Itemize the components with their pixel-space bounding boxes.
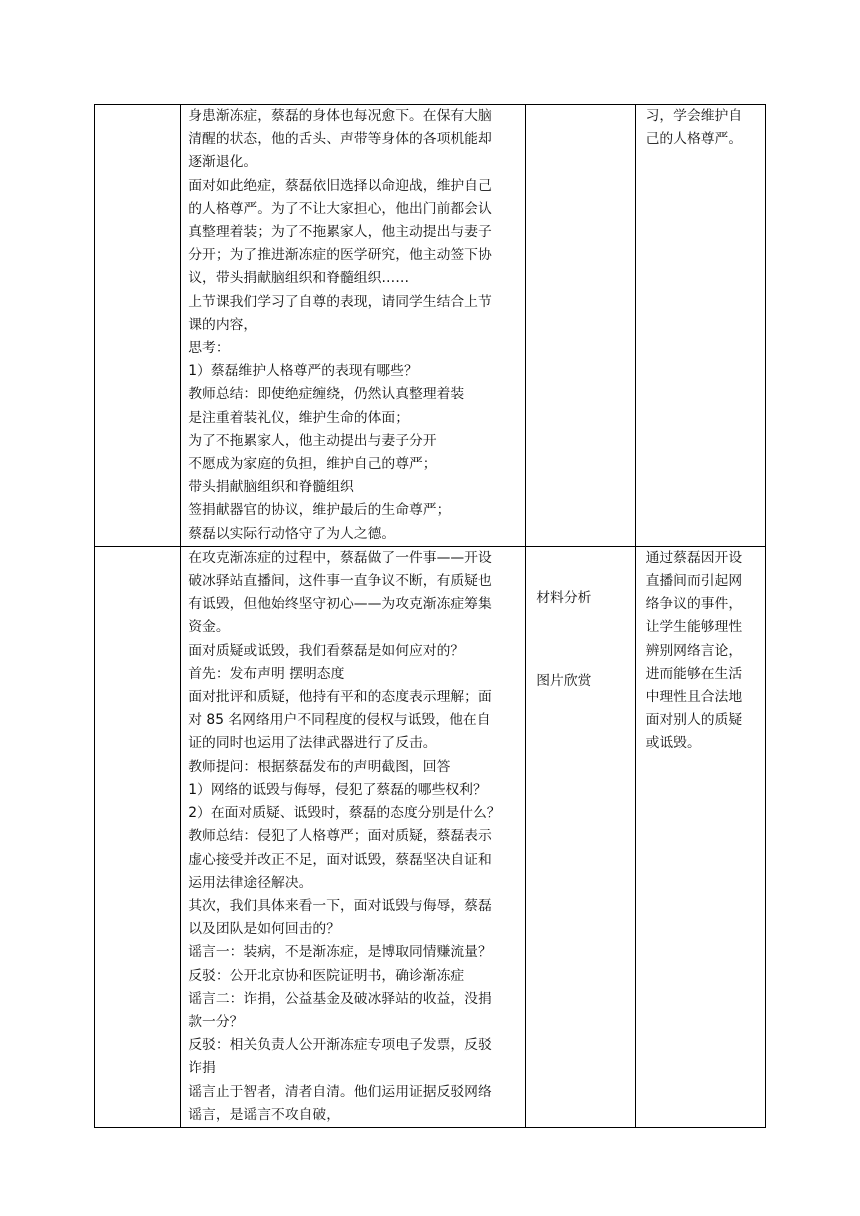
text-line: 己的人格尊严。 (645, 131, 743, 148)
text-line: 面对如此绝症，蔡磊依旧选择以命迎战，维护自己 (188, 177, 492, 194)
text-line: 思考： (188, 340, 230, 357)
design-intent-text (636, 547, 765, 756)
text-line: 面对批评和质疑，他持有平和的态度表示理解；面 (188, 689, 492, 706)
text-line: 通过蔡磊因开设 (645, 549, 743, 566)
text-line: 不愿成为家庭的负担，维护自己的尊严； (188, 456, 437, 473)
text-line: 习，学会维护自 (645, 108, 743, 124)
text-line: 反驳：公开北京协和医院证明书，确诊渐冻症 (188, 967, 465, 984)
table-row (95, 546, 766, 1127)
text-line: 签捐献器官的协议，维护最后的生命尊严； (188, 502, 451, 519)
table-row (95, 105, 766, 547)
stage-cell (95, 546, 181, 1127)
text-line: 让学生能够理性 (645, 619, 743, 636)
text-line: 其次，我们具体来看一下，面对诋毁与侮辱，蔡磊 (188, 897, 492, 914)
text-line: 1）网络的诋毁与侮辱，侵犯了蔡磊的哪些权利？ (188, 781, 487, 798)
text-line: 议，带头捐献脑组织和脊髓组织…… (188, 270, 409, 287)
text-line: 身患渐冻症，蔡磊的身体也每况愈下。在保有大脑 (188, 108, 492, 124)
text-line: 的人格尊严。为了不让大家担心，他出门前都会认 (188, 200, 492, 217)
text-line: 真整理着装；为了不拖累家人，他主动提出与妻子 (188, 224, 492, 241)
text-line: 清醒的状态，他的舌头、声带等身体的各项机能却 (188, 131, 492, 148)
text-line: 教师总结：即使绝症缠绕，仍然认真整理着装 (188, 386, 465, 403)
text-line: 在攻克渐冻症的过程中，蔡磊做了一件事——开设 (188, 549, 492, 566)
text-line: 教师总结：侵犯了人格尊严；面对质疑，蔡磊表示 (188, 828, 492, 845)
design-intent-text (636, 105, 765, 151)
text-line: 分开；为了推进渐冻症的医学研究，他主动签下协 (188, 247, 492, 264)
teaching-content-text (181, 547, 525, 1127)
text-line: 1）蔡磊维护人格尊严的表现有哪些？ (188, 363, 418, 380)
text-line: 为了不拖累家人，他主动提出与妻子分开 (188, 432, 437, 449)
method-material-analysis: 材料分析 (536, 589, 592, 606)
text-line: 谣言一：装病，不是渐冻症，是博取同情赚流量？ (188, 944, 492, 961)
design-intent-cell (635, 546, 765, 1127)
text-line: 面对质疑或诋毁，我们看蔡磊是如何应对的？ (188, 642, 465, 659)
text-line: 反驳：相关负责人公开渐冻症专项电子发票，反驳 (188, 1037, 492, 1054)
text-line: 诈捐 (188, 1060, 216, 1077)
text-line: 运用法律途径解决。 (188, 874, 313, 891)
text-line: 带头捐献脑组织和脊髓组织 (188, 479, 354, 496)
design-intent-cell (635, 105, 765, 547)
text-line: 谣言二：诈捐，公益基金及破冰驿站的收益，没捐 (188, 990, 492, 1007)
text-line: 破冰驿站直播间，这件事一直争议不断，有质疑也 (188, 573, 492, 590)
teaching-content-cell (181, 105, 526, 547)
text-line: 或诋毁。 (645, 735, 701, 752)
text-line: 直播间而引起网 (645, 573, 743, 590)
text-line: 中理性且合法地 (645, 689, 743, 706)
text-line: 证的同时也运用了法律武器进行了反击。 (188, 735, 437, 752)
text-line: 以及团队是如何回击的？ (188, 921, 341, 938)
method-picture-appreciation: 图片欣赏 (536, 673, 592, 690)
text-line: 逐渐退化。 (188, 154, 258, 171)
method-cell (526, 546, 635, 1127)
text-line: 资金。 (188, 619, 230, 636)
text-line: 进而能够在生活 (645, 665, 743, 682)
teaching-content-cell (181, 546, 526, 1127)
text-line: 蔡磊以实际行动恪守了为人之德。 (188, 525, 396, 542)
text-line: 教师提问：根据蔡磊发布的声明截图，回答 (188, 758, 451, 775)
text-line: 虚心接受并改正不足，面对诋毁，蔡磊坚决自证和 (188, 851, 492, 868)
text-line: 谣言，是谣言不攻自破， (188, 1106, 341, 1123)
text-line: 谣言止于智者，清者自清。他们运用证据反驳网络 (188, 1083, 492, 1100)
text-line: 络争议的事件， (645, 596, 743, 613)
text-line: 辨别网络言论， (645, 642, 743, 659)
method-cell (526, 105, 635, 547)
text-line: 有诋毁，但他始终坚守初心——为攻克渐冻症筹集 (188, 596, 492, 613)
teaching-content-text (181, 105, 525, 546)
text-line: 是注重着装礼仪，维护生命的体面； (188, 409, 409, 426)
text-line: 面对别人的质疑 (645, 712, 743, 729)
text-line: 对 85 名网络用户不同程度的侵权与诋毁，他在自 (188, 712, 491, 729)
text-line: 首先：发布声明 摆明态度 (188, 665, 345, 682)
text-line: 2）在面对质疑、诋毁时，蔡磊的态度分别是什么？ (188, 805, 501, 822)
stage-cell (95, 105, 181, 547)
lesson-plan-table (94, 104, 766, 1128)
text-line: 上节课我们学习了自尊的表现，请同学生结合上节 (188, 293, 492, 310)
text-line: 课的内容， (188, 316, 258, 333)
text-line: 款一分？ (188, 1013, 244, 1030)
